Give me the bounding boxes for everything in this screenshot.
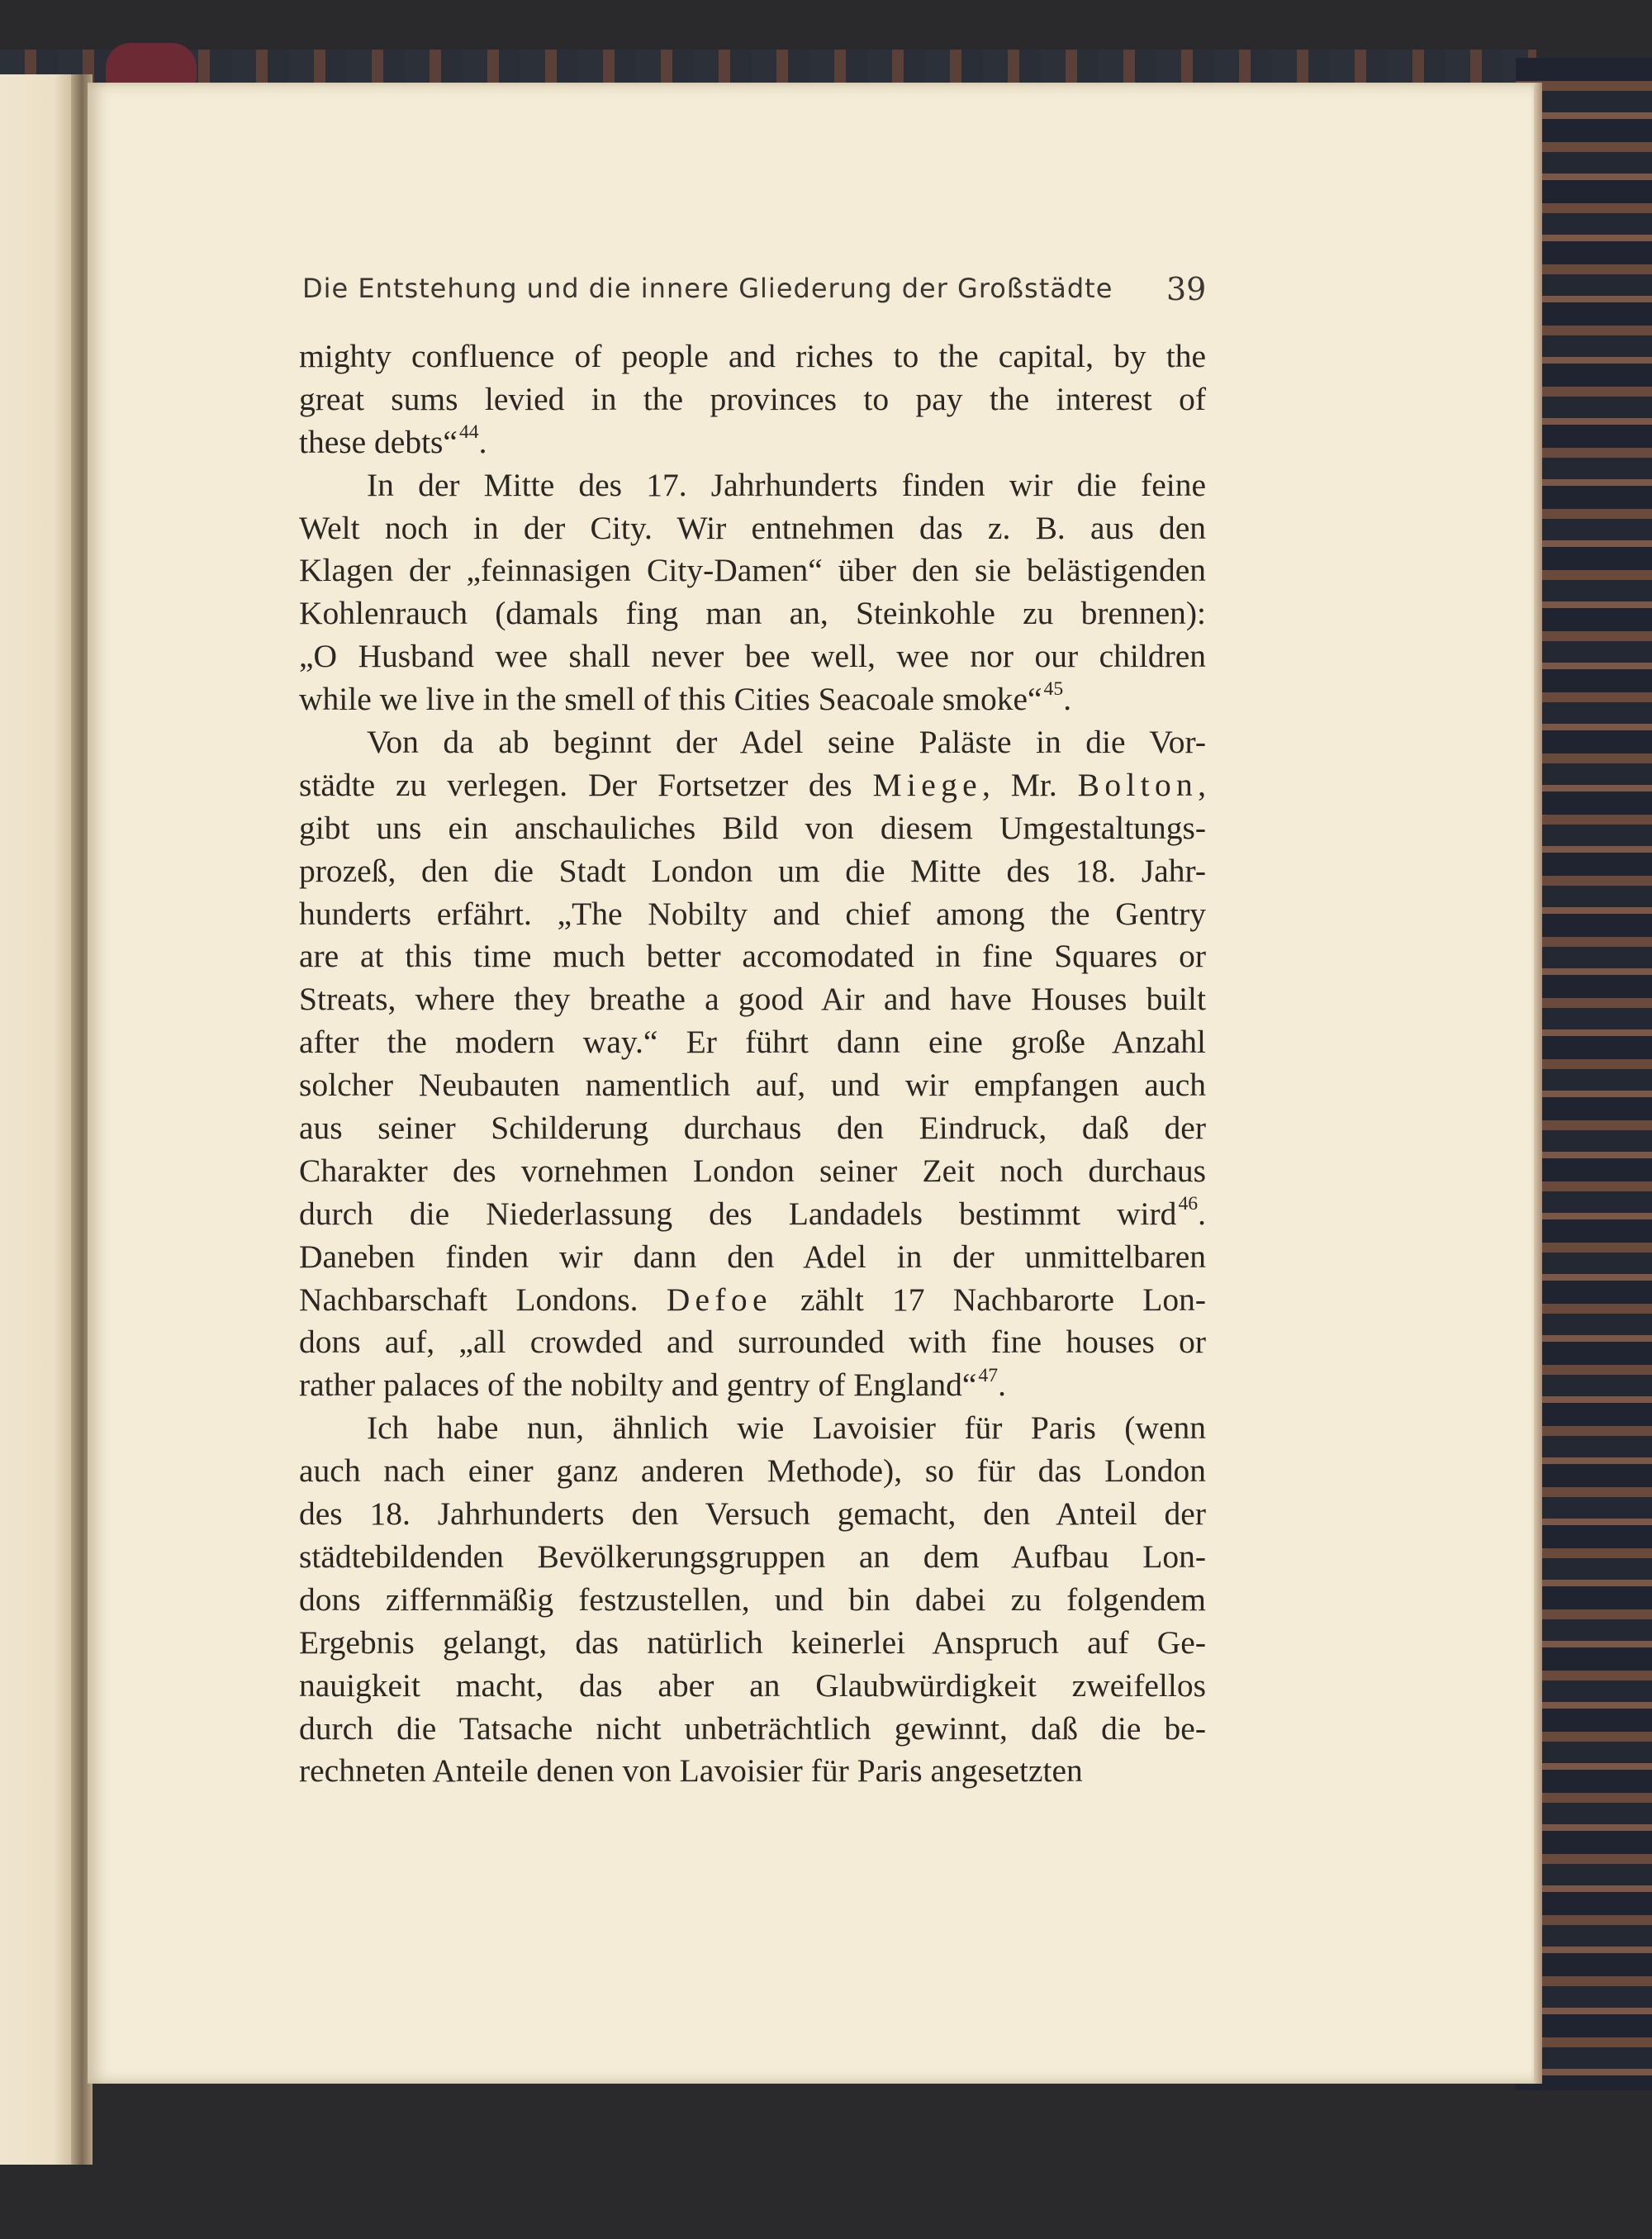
text-line: aus seiner Schilderung durchaus den Eindruck, daß der	[299, 1110, 1206, 1147]
text-line: In der Mitte des 17. Jahrhunderts finden wir die feine	[367, 466, 1206, 503]
text-line: these debts“$^{44}$.	[299, 421, 487, 460]
spaced-name: Miege	[872, 766, 982, 803]
line-punctuation: .	[478, 423, 487, 460]
footnote-marker: 45	[1043, 678, 1064, 701]
text-line: „O Husband wee shall never bee well, wee nor our children	[299, 638, 1206, 675]
text-line: dons ziffernmäßig festzustellen, und bin dabei zu folgendem	[299, 1581, 1206, 1618]
bookmark-ribbon	[106, 43, 197, 86]
text-line: gibt uns ein anschauliches Bild von diesem Umgestaltungs-	[299, 809, 1206, 846]
text-line: Klagen der „feinnasigen City-Damen“ über den sie belästigenden	[299, 552, 1206, 589]
text-line: auch nach einer ganz anderen Methode), so für das London	[299, 1452, 1206, 1490]
text-line: durch die Niederlassung des Landadels bestimmt wird$^{46}$.	[299, 1193, 1206, 1232]
text-line: Von da ab beginnt der Adel seine Paläste in die Vor-	[367, 724, 1206, 761]
text-line: Streats, where they breathe a good Air and have Houses built	[299, 981, 1206, 1018]
text-line: Welt noch in der City. Wir entnehmen das z. B. aus den	[299, 509, 1206, 546]
spaced-name: Bolton	[1077, 766, 1199, 803]
text-line: are at this time much better accomodated in fine Squares or	[299, 938, 1206, 975]
running-head: Die Entstehung und die innere Gliederung der Großstädte	[302, 273, 1113, 304]
text-line: mighty confluence of people and riches to the capital, by the	[299, 338, 1206, 374]
body-text	[299, 335, 1206, 1793]
text-line: hunderts erfährt. „The Nobilty and chief among the Gentry	[299, 895, 1206, 932]
spaced-name: Defoe	[666, 1281, 772, 1318]
line-punctuation: .	[1198, 1195, 1206, 1232]
text-line: while we live in the smell of this Cities Seacoale smoke“$^{45}$.	[299, 678, 1072, 718]
text-line: Charakter des vornehmen London seiner Zeit noch durchaus	[299, 1152, 1206, 1189]
book-cover-top-edge	[0, 50, 1536, 83]
footnote-marker: 46	[1178, 1193, 1199, 1215]
text-line: Nachbarschaft Londons. Defoe zählt 17 Nachbarorte Lon-	[299, 1281, 1206, 1318]
text-line: Ich habe nun, ähnlich wie Lavoisier für Paris (wenn	[367, 1409, 1206, 1447]
footnote-marker: 44	[458, 421, 479, 444]
text-line: rather palaces of the nobilty and gentry of England“$^{47}$.	[299, 1364, 1006, 1404]
text-line: des 18. Jahrhunderts den Versuch gemacht, den Anteil der	[299, 1495, 1206, 1533]
text-line: Kohlenrauch (damals fing man an, Steinkohle zu brennen):	[299, 595, 1206, 632]
text-line: Ergebnis gelangt, das natürlich keinerlei Anspruch auf Ge-	[299, 1623, 1206, 1661]
footnote-marker: 47	[978, 1364, 999, 1386]
page-edge-shadow	[1534, 83, 1542, 2084]
text-line: städte zu verlegen. Der Fortsetzer des Miege, Mr. Bolton,	[299, 766, 1206, 803]
text-line: after the modern way.“ Er führt dann eine große Anzahl	[299, 1024, 1206, 1061]
text-line: Daneben finden wir dann den Adel in der unmittelbaren	[299, 1238, 1206, 1275]
text-line: dons auf, „all crowded and surrounded with fine houses or	[299, 1324, 1206, 1361]
text-line: solcher Neubauten namentlich auf, und wir empfangen auch	[299, 1067, 1206, 1104]
line-punctuation: .	[998, 1367, 1006, 1404]
facing-page-edge	[0, 74, 76, 2165]
text-line: rechneten Anteile denen von Lavoisier für Paris angesetzten	[299, 1752, 1083, 1790]
text-line: städtebildenden Bevölkerungsgruppen an dem Aufbau Lon-	[299, 1538, 1206, 1575]
text-line: nauigkeit macht, das aber an Glaubwürdigkeit zweifellos	[299, 1666, 1206, 1704]
text-line: prozeß, den die Stadt London um die Mitte des 18. Jahr-	[299, 852, 1206, 889]
text-line: great sums levied in the provinces to pay the interest of	[299, 380, 1206, 417]
page-number: 39	[1166, 271, 1207, 307]
text-line: durch die Tatsache nicht unbeträchtlich gewinnt, daß die be-	[299, 1709, 1206, 1747]
line-punctuation: .	[1063, 681, 1072, 718]
